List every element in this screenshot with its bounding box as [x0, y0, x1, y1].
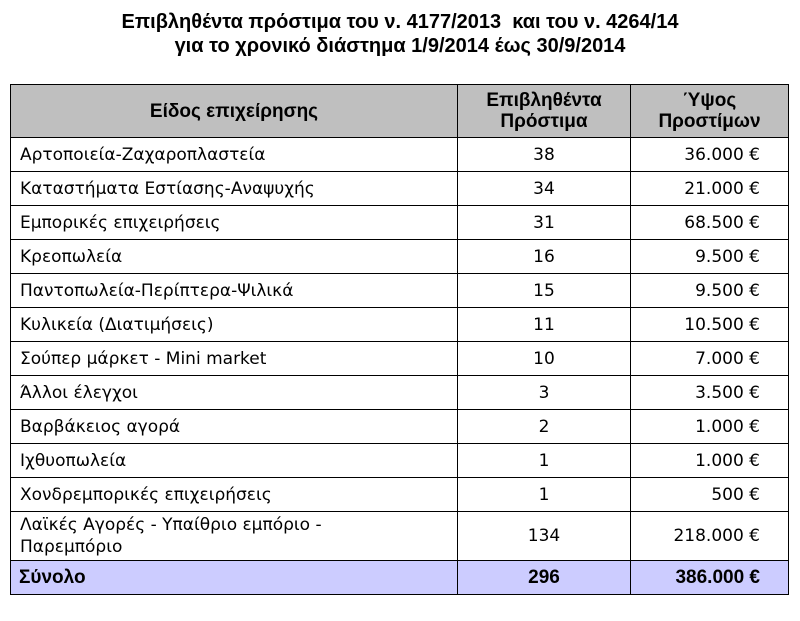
row-amount: 500 €: [631, 478, 789, 512]
row-fines: 10: [458, 342, 631, 376]
table-row: [11, 376, 789, 410]
row-category: Αρτοποιεία-Ζαχαροπλαστεία: [11, 138, 458, 172]
table-row: [11, 512, 789, 561]
row-category: [11, 512, 458, 561]
row-amount: 218.000 €: [631, 512, 789, 561]
row-fines: 31: [458, 206, 631, 240]
header-amount: [631, 85, 789, 138]
row-category: Βαρβάκειος αγορά: [11, 410, 458, 444]
row-category: Κυλικεία (Διατιμήσεις): [11, 308, 458, 342]
row-amount: 68.500 €: [631, 206, 789, 240]
total-amount: 386.000 €: [631, 561, 789, 595]
row-category: Ιχθυοπωλεία: [11, 444, 458, 478]
row-fines: 2: [458, 410, 631, 444]
row-fines: 16: [458, 240, 631, 274]
row-fines: 38: [458, 138, 631, 172]
row-fines: 134: [458, 512, 631, 561]
table-row: [11, 342, 789, 376]
row-category: Παντοπωλεία-Περίπτερα-Ψιλικά: [11, 274, 458, 308]
table-row: [11, 478, 789, 512]
title-line-2: για το χρονικό διάστημα 1/9/2014 έως 30/9/2014: [174, 35, 626, 57]
fines-table: [10, 84, 789, 595]
row-amount: 1.000 €: [631, 410, 789, 444]
row-fines: 3: [458, 376, 631, 410]
table-row: [11, 274, 789, 308]
table-row: [11, 444, 789, 478]
row-amount: 7.000 €: [631, 342, 789, 376]
row-category: Καταστήματα Εστίασης-Αναψυχής: [11, 172, 458, 206]
header-row: [11, 85, 789, 138]
header-amount-line-1: Ύψος: [682, 90, 737, 111]
table-row: [11, 172, 789, 206]
row-category-line-2: Παρεμπόριο: [20, 537, 123, 557]
header-category: Είδος επιχείρησης: [11, 85, 458, 138]
header-fines-line-2: Πρόστιμα: [500, 111, 588, 132]
row-category: Κρεοπωλεία: [11, 240, 458, 274]
row-fines: 15: [458, 274, 631, 308]
table-row: [11, 206, 789, 240]
total-fines: 296: [458, 561, 631, 595]
row-amount: 36.000 €: [631, 138, 789, 172]
row-fines: 34: [458, 172, 631, 206]
header-amount-line-2: Προστίμων: [658, 111, 761, 132]
header-fines-line-1: Επιβληθέντα: [486, 90, 602, 111]
total-label: Σύνολο: [11, 561, 458, 595]
row-category: Εμπορικές επιχειρήσεις: [11, 206, 458, 240]
total-row: [11, 561, 789, 595]
row-category: Χονδρεμπορικές επιχειρήσεις: [11, 478, 458, 512]
table-row: [11, 240, 789, 274]
row-amount: 1.000 €: [631, 444, 789, 478]
row-amount: 3.500 €: [631, 376, 789, 410]
table-row: [11, 138, 789, 172]
row-amount: 21.000 €: [631, 172, 789, 206]
row-fines: 1: [458, 478, 631, 512]
row-category: Σούπερ μάρκετ - Mini market: [11, 342, 458, 376]
row-amount: 9.500 €: [631, 240, 789, 274]
row-amount: 10.500 €: [631, 308, 789, 342]
row-category-line-1: Λαϊκές Αγορές - Υπαίθριο εμπόριο -: [20, 515, 322, 535]
header-fines: [458, 85, 631, 138]
row-amount: 9.500 €: [631, 274, 789, 308]
table-row: [11, 308, 789, 342]
table-row: [11, 410, 789, 444]
document-title: [0, 0, 800, 58]
row-fines: 11: [458, 308, 631, 342]
title-line-1: Επιβληθέντα πρόστιμα του ν. 4177/2013 και του ν. 4264/14: [121, 11, 679, 33]
row-category: Άλλοι έλεγχοι: [11, 376, 458, 410]
row-fines: 1: [458, 444, 631, 478]
